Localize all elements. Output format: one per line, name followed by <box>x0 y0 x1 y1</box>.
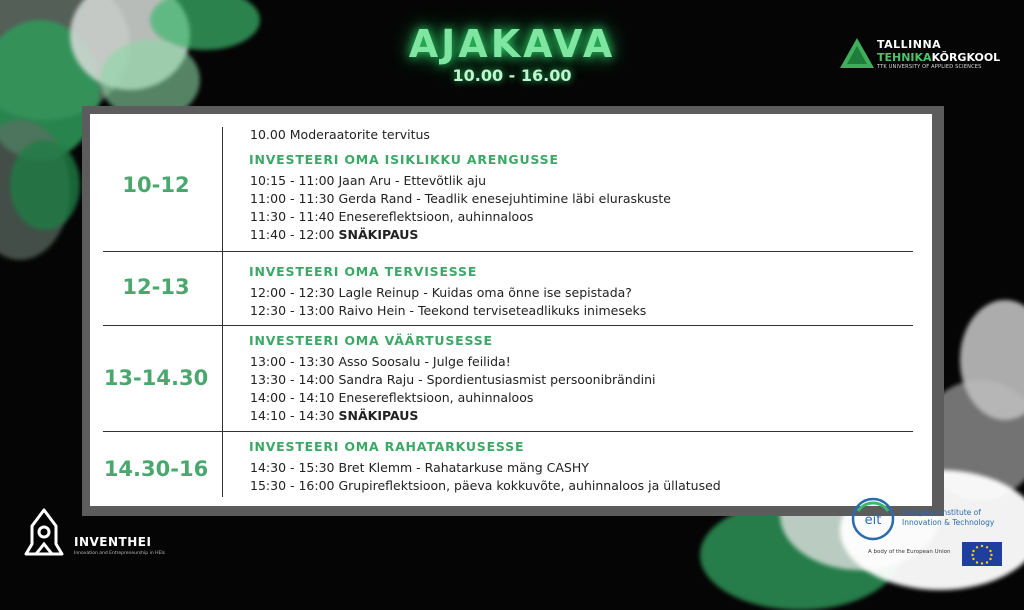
schedule-item <box>250 227 418 242</box>
schedule-item: 15:30 - 16:00 Grupireflektsioon, päeva kokkuvõte, auhinnaloos ja üllatused <box>250 478 721 493</box>
time-slot: 13-14.30 <box>103 366 209 390</box>
schedule-item: 10:15 - 11:00 Jaan Aru - Ettevõtlik aju <box>250 173 486 188</box>
schedule-item: 14:00 - 14:10 Enesereflektsioon, auhinnaloos <box>250 390 534 405</box>
ttk-triangle-icon <box>840 38 874 68</box>
section-heading: INVESTEERI OMA RAHATARKUSESSE <box>249 439 525 454</box>
schedule-item: 12:30 - 13:00 Raivo Hein - Teekond terviseteadlikuks inimeseks <box>250 303 647 318</box>
section-heading: INVESTEERI OMA VÄÄRTUSESSE <box>249 333 493 348</box>
schedule-item: 13:30 - 14:00 Sandra Raju - Spordientusiasmist persoonibrändini <box>250 372 656 387</box>
intro-item: 10.00 Moderaatorite tervitus <box>250 127 430 142</box>
inventhei-name: INVENTHEI <box>74 535 152 549</box>
page-title: AJAKAVA <box>408 22 616 66</box>
eit-line2: Innovation & Technology <box>902 518 995 527</box>
eu-stars-icon <box>962 542 1002 566</box>
splash <box>10 140 80 230</box>
ttk-logo <box>840 36 1000 72</box>
item-time: 11:40 - 12:00 <box>250 227 335 242</box>
row-divider <box>103 325 913 326</box>
time-slot: 12-13 <box>122 275 190 299</box>
column-divider <box>222 127 223 497</box>
rocket-icon <box>22 508 66 558</box>
ttk-line3: TTK UNIVERSITY OF APPLIED SCIENCES <box>877 64 982 70</box>
item-time: 14:10 - 14:30 <box>250 408 335 423</box>
break-label: SNÄKIPAUS <box>338 227 419 242</box>
ttk-line2 <box>877 51 1000 64</box>
ttk-line2-green: TEHNIKA <box>877 51 932 64</box>
section-heading: INVESTEERI OMA TERVISESSE <box>249 264 478 279</box>
time-range: 10.00 - 16.00 <box>452 66 572 85</box>
section-heading: INVESTEERI OMA ISIKLIKKU ARENGUSSE <box>249 152 559 167</box>
ttk-line1: TALLINNA <box>877 38 942 51</box>
inventhei-logo <box>22 508 165 562</box>
row-divider <box>103 251 913 252</box>
schedule-item <box>250 408 418 423</box>
schedule-item: 11:30 - 11:40 Enesereflektsioon, auhinnaloos <box>250 209 534 224</box>
eit-line1: European Institute of <box>902 508 981 517</box>
ttk-line2-white: KÕRGKOOL <box>931 51 1001 64</box>
row-divider <box>103 431 913 432</box>
eit-mark-icon <box>850 496 896 542</box>
schedule-item: 13:00 - 13:30 Asso Soosalu - Julge feilida! <box>250 354 511 369</box>
break-label: SNÄKIPAUS <box>338 408 419 423</box>
eit-logo <box>850 496 1020 574</box>
time-slot: 10-12 <box>122 173 190 197</box>
time-slot: 14.30-16 <box>103 457 209 481</box>
inventhei-tagline: Innovation and Entrepreneurship in HEIs <box>74 551 165 556</box>
eu-flag <box>962 542 1002 566</box>
schedule-item: 12:00 - 12:30 Lagle Reinup - Kuidas oma õnne ise sepistada? <box>250 285 632 300</box>
schedule-item: 14:30 - 15:30 Bret Klemm - Rahatarkuse mäng CASHY <box>250 460 589 475</box>
eit-name <box>902 508 994 528</box>
eit-mark-text: eit <box>864 513 882 528</box>
schedule-item: 11:00 - 11:30 Gerda Rand - Teadlik enesejuhtimine läbi eluraskuste <box>250 191 671 206</box>
eu-body-text: A body of the European Union <box>868 549 951 555</box>
